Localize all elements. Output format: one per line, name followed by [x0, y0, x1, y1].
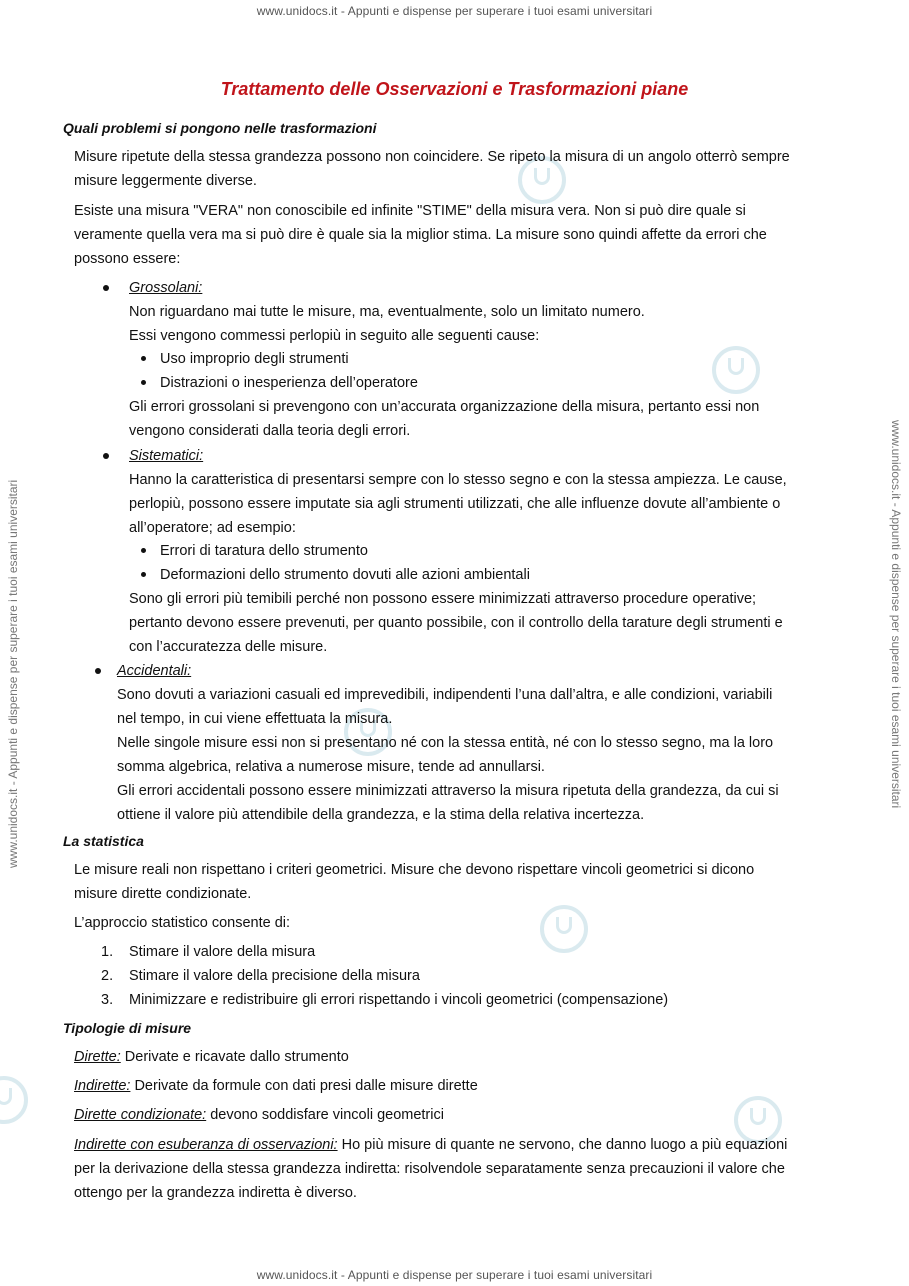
section-heading: Quali problemi si pongono nelle trasformazioni [63, 120, 377, 136]
section-heading: La statistica [63, 833, 144, 849]
numbered-list: Stimare il valore della misura Stimare il valore della precisione della misura Minimizzare e redistribuire gli errori rispettando i vincoli geometrici (compensazione) [129, 944, 669, 1008]
paragraph: L’approccio statistico consente di: [74, 915, 291, 931]
right-side-banner: www.unidocs.it - Appunti e dispense per superare i tuoi esami universitari [889, 420, 903, 809]
sub-list: Uso improprio degli strumenti Distrazioni o inesperienza dell’operatore [160, 351, 418, 391]
sub-list: Errori di taratura dello strumento Deformazioni dello strumento dovuti alle azioni ambientali [160, 543, 530, 583]
paragraph: Misure ripetute della stessa grandezza possono non coincidere. Se ripeto la misura di un angolo otterrò sempre misure leggermente diverse. [74, 149, 790, 189]
definition-dirette-condizionate: Dirette condizionate: devono soddisfare vincoli geometrici [74, 1107, 444, 1123]
document-title: Trattamento delle Osservazioni e Trasformazioni piane [220, 79, 689, 99]
watermark-logo-icon [0, 1076, 28, 1124]
bullet-icon [103, 453, 109, 459]
watermark-logo-icon [712, 346, 760, 394]
bullet-icon [95, 668, 101, 674]
paragraph: Le misure reali non rispettano i criteri geometrici. Misure che devono rispettare vincoli geometrici si dicono misure dirette condizionate. [74, 862, 755, 902]
numbered-list-numbers: 1. 2. 3. [101, 944, 114, 1008]
section-heading: Tipologie di misure [63, 1020, 192, 1036]
definition-indirette: Indirette: Derivate da formule con dati presi dalle misure dirette [74, 1078, 478, 1094]
list-item-accidentali: Accidentali: Sono dovuti a variazioni casuali ed imprevedibili, indipendenti l’una dall’altra, e alle condizioni, variabili nel tempo, in cui viene effettuata la misura. Nelle singole misure essi non si presentano né con la stessa entità, né con lo stesso segno, ma la loro somma algebrica, relativa a numerose misure, tende ad annullarsi. Gli errori accidentali possono essere minimizzati attraverso la misura ripetuta della grandezza, da cui si ottiene il valore più attendibile della grandezza, e la stima della relativa incertezza. [117, 663, 779, 823]
list-item-sistematici: Sistematici: Hanno la caratteristica di presentarsi sempre con lo stesso segno e con la stessa ampiezza. Le cause, perlopiù, possono essere imputate sia agli strumenti utilizzati, che alle influenze dovute all’ambiente o all’operatore; ad esempio: [129, 448, 787, 536]
bullet-icon [141, 548, 146, 553]
paragraph: Sono gli errori più temibili perché non possono essere minimizzati attraverso procedure operative; pertanto devono essere prevenuti, per quanto possibile, con il controllo della tarature degli strumenti e con l’accuratezza delle misure. [129, 591, 783, 655]
paragraph: Gli errori grossolani si prevengono con un’accurata organizzazione della misura, pertanto essi non vengono considerati dalla teoria degli errori. [129, 399, 760, 439]
list-item-grossolani: Grossolani: Non riguardano mai tutte le misure, ma, eventualmente, solo un limitato numero. Essi vengono commessi perlopiù in seguito alle seguenti cause: [129, 280, 645, 344]
bullet-icon [141, 380, 146, 385]
bullet-icon [103, 285, 109, 291]
bullet-icon [141, 356, 146, 361]
footer-banner: www.unidocs.it - Appunti e dispense per superare i tuoi esami universitari [256, 1268, 653, 1282]
header-banner: www.unidocs.it - Appunti e dispense per superare i tuoi esami universitari [256, 4, 653, 18]
paragraph: Esiste una misura "VERA" non conoscibile ed infinite "STIME" della misura vera. Non si può dire quale si veramente quella vera ma si può dire è quale sia la miglior stima. La misure sono quindi affette da errori che possono essere: [74, 203, 767, 267]
definition-indirette-esuberanza: Indirette con esuberanza di osservazioni: Ho più misure di quante ne servono, che danno luogo a più equazioni per la derivazione della stessa grandezza indiretta: risolvendole separatamente senza precauzioni il valore che ottengo per la grandezza indiretta è diverso. [74, 1137, 788, 1201]
left-side-banner: www.unidocs.it - Appunti e dispense per superare i tuoi esami universitari [6, 479, 20, 868]
definition-dirette: Dirette: Derivate e ricavate dallo strumento [74, 1049, 349, 1065]
bullet-icon [141, 572, 146, 577]
